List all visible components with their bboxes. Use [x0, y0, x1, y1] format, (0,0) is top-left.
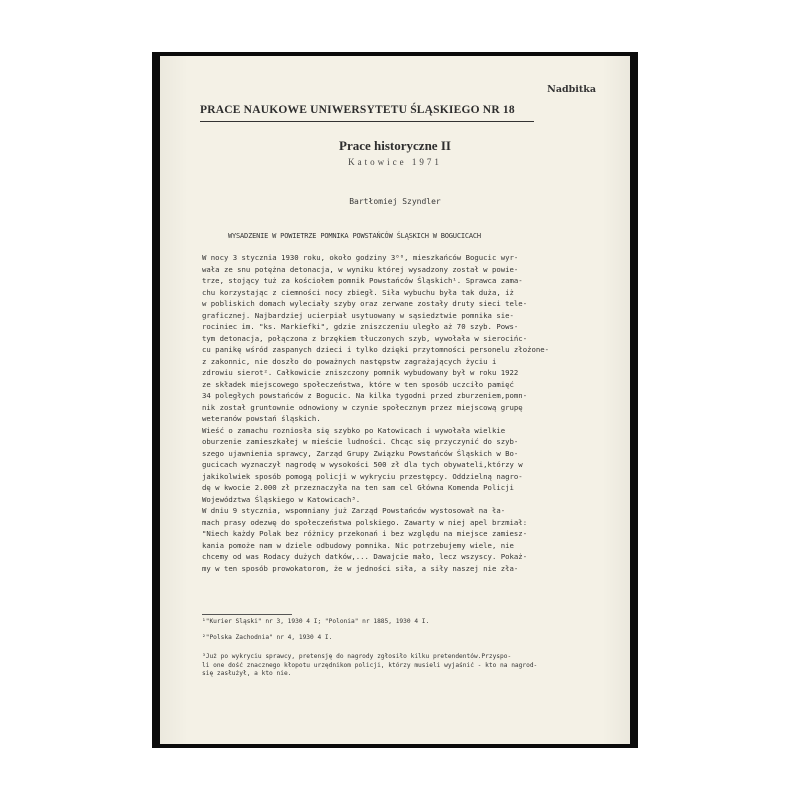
article-title: WYSADZENIE W POWIETRZE POMNIKA POWSTAŃCÓW ŚLĄSKICH W BOGUCICACH — [228, 232, 481, 240]
body-line: oburzenie zamieszkałej w mieście ludności. Chcąc się przyczynić do szyb- — [202, 437, 519, 446]
footnote-1: ¹"Kurier Śląski" nr 3, 1930 4 I; "Polonia" nr 1885, 1930 4 I. — [202, 618, 430, 625]
footnotes — [202, 618, 592, 679]
body-line: ze składek miejscowego społeczeństwa, które w ten sposób uczciło pamięć — [202, 379, 514, 389]
body-line: W nocy 3 stycznia 1930 roku, około godziny 3⁰⁰, mieszkańców Bogucic wyr- — [202, 253, 519, 262]
place-year: Katowice 1971 — [348, 157, 442, 167]
volume-title: Prace historyczne II — [339, 138, 451, 153]
body-line: z zakonnic, nie doszło do poważnych następstw zagrażających życiu i — [202, 356, 497, 366]
author-name: Bartłomiej Szyndler — [349, 197, 441, 206]
series-title: PRACE NAUKOWE UNIWERSYTETU ŚLĄSKIEGO NR 18 — [200, 104, 515, 116]
body-line: nik został gruntownie odnowiony w czynie społecznym przez miejscową grupę — [202, 402, 523, 412]
body-line: kania pomoże nam w dziele odbudowy pomnika. Nic potrzebujemy wiele, nie — [202, 540, 514, 550]
body-line: trze, stojący tuż za kościołem pomnik Powstańców Śląskich¹. Sprawca zama- — [202, 276, 523, 285]
footnote-3-line: li one dość znacznego kłopotu urzędnikom policji, którzy musieli wyjaśnić - kto na nagrod- — [202, 661, 538, 669]
footnote-divider — [202, 614, 292, 615]
body-line: W dniu 9 stycznia, wspomniany już Zarząd Powstańców wystosował na ła- — [202, 506, 506, 515]
body-line: mach prasy odezwę do społeczeństwa polskiego. Zawarty w niej apel brzmiał: — [202, 517, 528, 527]
body-line: my w ten sposób prowokatorom, że w jedności siła, a siły naszej nie zła- — [202, 563, 519, 573]
body-line: "Niech każdy Polak bez różnicy przekonań i bez względu na miejsce zamiesz- — [202, 529, 528, 538]
footnote-3-line: ³Już po wykryciu sprawcy, pretensję do nagrody zgłosiło kilku pretendentów.Przyspo- — [202, 653, 512, 660]
offprint-label: Nadbitka — [547, 84, 596, 95]
body-line: w pobliskich domach wyleciały szyby oraz zerwane zostały druty sieci tele- — [202, 299, 528, 308]
title-underline — [200, 121, 534, 122]
body-line: Województwa Śląskiego w Katowicach³. — [202, 494, 361, 504]
body-line: szego ujawnienia sprawcy, Zarząd Grupy Związku Powstańców Śląskich w Bo- — [202, 448, 519, 458]
body-line: 34 poległych powstańców z Bogucic. Na kilka tygodni przed zburzeniem,pomn- — [202, 391, 528, 400]
body-line: dę w kwocie 2.000 zł przeznaczyła na ten sam cel Główna Komenda Policji — [202, 483, 514, 492]
footnote-3-line: się zasłużył, a kto nie. — [202, 670, 292, 677]
body-line: tym detonacja, połączona z brzękiem tłuczonych szyb, wywołała w sierocińc- — [202, 333, 528, 343]
body-line: zdrowiu sierot². Całkowicie zniszczony pomnik wybudowany był w roku 1922 — [202, 368, 519, 377]
body-line: Wieść o zamachu rozniosła się szybko po Katowicach i wywołała wielkie — [202, 425, 506, 435]
footnote-3 — [202, 653, 592, 679]
body-line: gucicach wyznaczył nagrodę w wysokości 500 zł dla tych obywateli,którzy w — [202, 460, 523, 469]
body-line: chcemy od was Rodacy dużych datków,... Dawajcie mało, lecz wszyscy. Pokaż- — [202, 552, 528, 561]
body-line: graficznej. Najbardziej ucierpiał usytuowany w sąsiedztwie pomnika sie- — [202, 310, 514, 320]
body-line: wała ze snu potężna detonacja, w wyniku której wysadzony został w powie- — [202, 264, 519, 274]
body-line: jakikolwiek sposób pomogą policji w wykryciu przestępcy. Oddzielną nagro- — [202, 471, 523, 481]
body-line: chu korzystając z ciemności nocy zbiegł. Siła wybuchu była tak duża, iż — [202, 287, 514, 297]
document-page — [160, 56, 630, 744]
body-line: rociniec im. "ks. Markiefki", gdzie zniszczeniu uległo aż 70 szyb. Pows- — [202, 322, 519, 331]
body-line: cu panikę wśród zaspanych dzieci i tylko dzięki przytomności personelu złożone- — [202, 345, 550, 354]
article-body — [202, 252, 592, 574]
footnote-2: ²"Polska Zachodnia" nr 4, 1930 4 I. — [202, 634, 333, 641]
body-line: weteranów powstań śląskich. — [202, 414, 321, 423]
